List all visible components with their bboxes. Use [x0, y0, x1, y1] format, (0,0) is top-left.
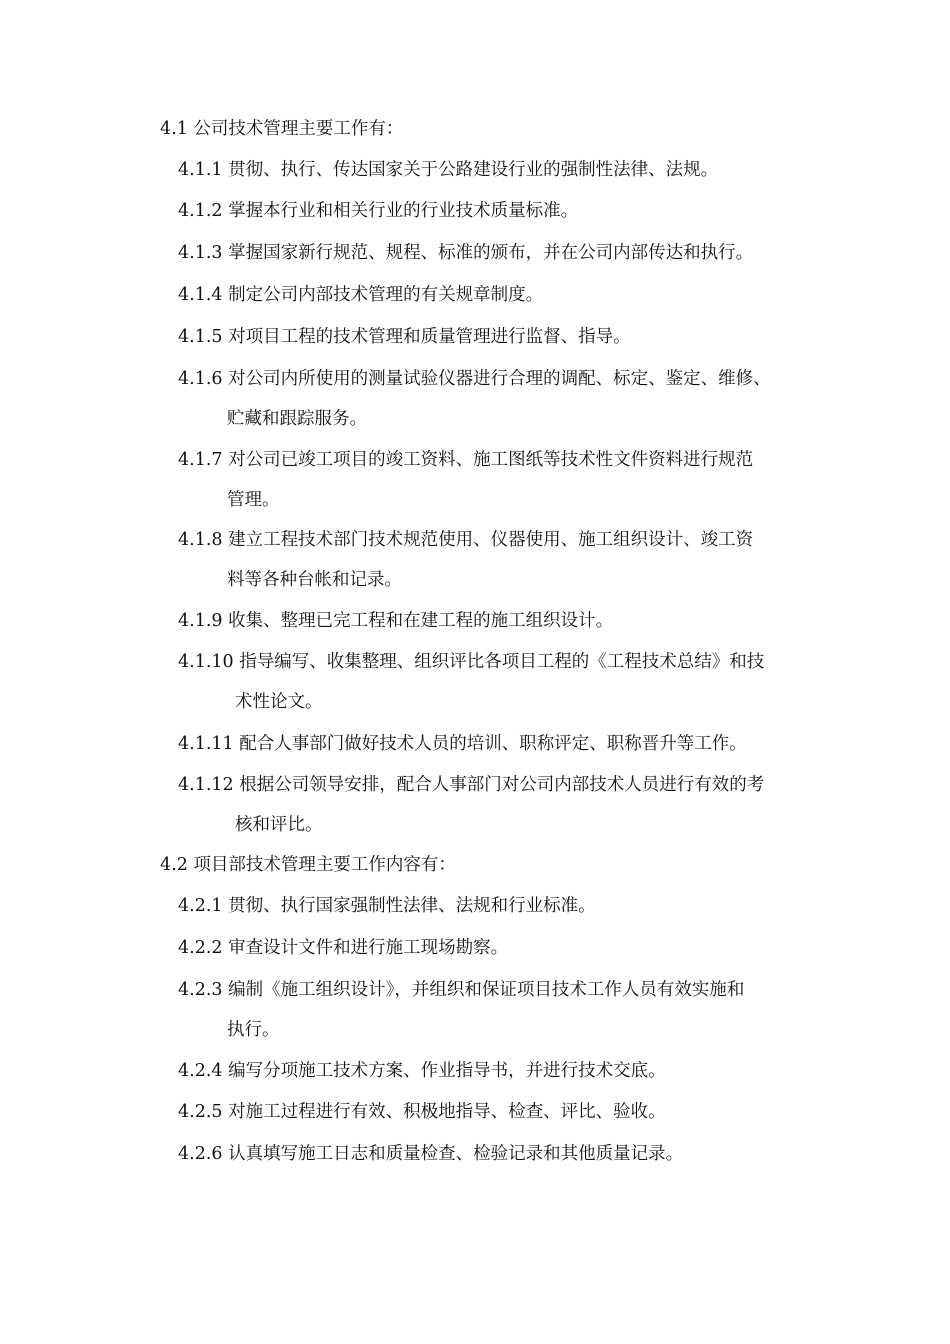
list-item: 4.1.1 贯彻、执行、传达国家关于公路建设行业的强制性法律、法规。 [178, 160, 719, 180]
list-item: 4.1.7 对公司已竣工项目的竣工资料、施工图纸等技术性文件资料进行规范 [178, 450, 754, 470]
list-item: 4.2.6 认真填写施工日志和质量检查、检验记录和其他质量记录。 [178, 1144, 684, 1164]
list-item-continuation: 管理。 [227, 490, 280, 510]
list-item: 4.2.1 贯彻、执行国家强制性法律、法规和行业标准。 [178, 896, 596, 916]
list-item: 4.2.5 对施工过程进行有效、积极地指导、检查、评比、验收。 [178, 1102, 666, 1122]
list-item-continuation: 贮藏和跟踪服务。 [227, 409, 367, 429]
section-heading: 4.1 公司技术管理主要工作有： [160, 119, 404, 139]
list-item: 4.1.10 指导编写、收集整理、组织评比各项目工程的《工程技术总结》和技 [178, 652, 765, 672]
list-item-continuation: 执行。 [227, 1020, 280, 1040]
list-item-continuation: 料等各种台帐和记录。 [227, 570, 402, 590]
list-item: 4.1.11 配合人事部门做好技术人员的培训、职称评定、职称晋升等工作。 [178, 734, 747, 754]
list-item-continuation: 核和评比。 [235, 815, 323, 835]
list-item: 4.2.4 编写分项施工技术方案、作业指导书，并进行技术交底。 [178, 1061, 666, 1081]
list-item: 4.1.9 收集、整理已完工程和在建工程的施工组织设计。 [178, 611, 614, 631]
list-item: 4.1.5 对项目工程的技术管理和质量管理进行监督、指导。 [178, 327, 631, 347]
list-item: 4.1.3 掌握国家新行规范、规程、标准的颁布，并在公司内部传达和执行。 [178, 243, 754, 263]
list-item: 4.1.4 制定公司内部技术管理的有关规章制度。 [178, 285, 544, 305]
list-item: 4.1.6 对公司内所使用的测量试验仪器进行合理的调配、标定、鉴定、维修、 [178, 369, 771, 389]
list-item: 4.2.2 审查设计文件和进行施工现场勘察。 [178, 938, 509, 958]
list-item-continuation: 术性论文。 [235, 692, 323, 712]
list-item: 4.2.3 编制《施工组织设计》，并组织和保证项目技术工作人员有效实施和 [178, 980, 745, 1000]
list-item: 4.1.8 建立工程技术部门技术规范使用、仪器使用、施工组织设计、竣工资 [178, 530, 754, 550]
list-item: 4.1.2 掌握本行业和相关行业的行业技术质量标准。 [178, 201, 579, 221]
list-item: 4.1.12 根据公司领导安排，配合人事部门对公司内部技术人员进行有效的考 [178, 775, 765, 795]
section-heading: 4.2 项目部技术管理主要工作内容有： [160, 855, 456, 875]
